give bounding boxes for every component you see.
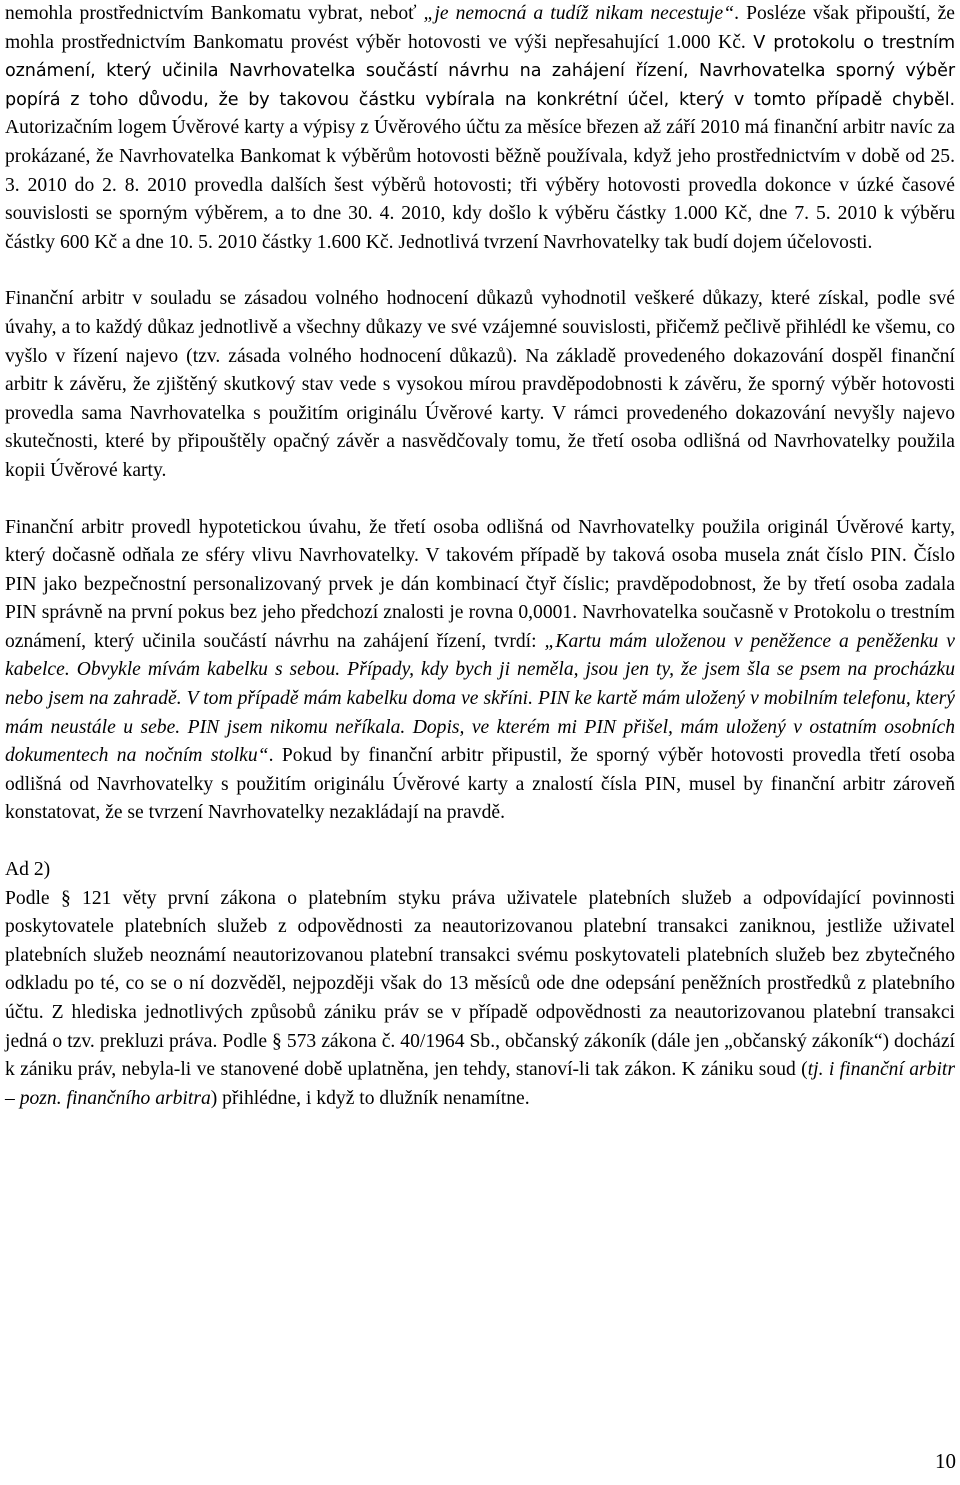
section-ad-2 [5, 856, 955, 1113]
p4-text-a: Podle § 121 věty první zákona o platebním styku práva uživatele platebních služeb a odpovídající povinnosti poskytovatele platebních služeb z odpovědnosti za neautorizovanou platební transakci zaniknou, jestliže uživatel platebních služeb neoznámí neautorizovanou platební transakci svému poskytovateli platebních služeb bez zbytečného odkladu po té, co se o ní dozvěděl, nejpozději však do 13 měsíců ode dne odepsání peněžních prostředků z platebního účtu. Z hlediska jednotlivých způsobů zániku práv se v případě odpovědnosti za neautorizovanou platební transakci jedná o tzv. prekluzi práva. Podle § 573 zákona č. 40/1964 Sb., občanský zákoník (dále jen „občanský zákoník“) dochází k zániku práv, nebyla-li ve stanovené době uplatněna, jen tehdy, stanoví-li tak zákon. K zániku soud ( [5, 887, 955, 1081]
paragraph-1 [5, 0, 955, 257]
page-number: 10 [935, 1449, 956, 1473]
p1-text-c: . Posléze však připouští, že mohla prostřednictvím Bankomatu provést výběr hotovosti ve výši nepřesahující 1.000 Kč. [5, 3, 955, 53]
p3-text-a: Finanční arbitr provedl hypotetickou úvahu, že třetí osoba odlišná od Navrhovatelky použila originál Úvěrové karty, který dočasně odňala ze sféry vlivu Navrhovatelky. V takovém případě by taková osoba musela znát číslo PIN. Číslo PIN jako bezpečnostní personalizovaný prvek je dán kombinací čtyř číslic; pravděpodobnost, že by třetí osoba zadala PIN správně na první pokus bez jeho předchozí znalosti je rovna 0,0001. Navrhovatelka současně v Protokolu o trestním oznámení, který učinila součástí návrhu na zahájení řízení, tvrdí: [5, 516, 955, 652]
section-heading: Ad 2) [5, 859, 51, 881]
p3-text-c: . Pokud by finanční arbitr připustil, že sporný výběr hotovosti provedla třetí osoba odlišná od Navrhovatelky s použitím originálu Úvěrové karty a znalostí čísla PIN, musel by finanční arbitr zároveň konstatovat, že se tvrzení Navrhovatelky nezakládají na pravdě. [5, 745, 955, 824]
p4-note: tj. i finanční arbitr – pozn. finančního arbitra [5, 1059, 955, 1109]
document-page [5, 0, 955, 1113]
p3-quote: „Kartu mám uloženou v peněžence a peněženku v kabelce. Obvykle mívám kabelku s sebou. Případy, kdy bych ji neměla, jsou jen ty, že jsem šla se psem na procházku nebo jsem na zahradě. V tom případě mám kabelku doma ve skříni. PIN ke kartě mám uložený v mobilním telefonu, který mám neustále u sebe. PIN jsem nikomu neříkala. Dopis, ve kterém mi PIN přišel, mám uložený v ostatním osobních dokumentech na nočním stolku“ [5, 630, 955, 767]
paragraph-3 [5, 514, 955, 829]
p1-text-e: Autorizačním logem Úvěrové karty a výpisy z Úvěrového účtu za měsíce březen až září 2010 má finanční arbitr navíc za prokázané, že Navrhovatelka Bankomat k výběrům hotovosti běžně používala, když jeho prostřednictvím v době od 25. 3. 2010 do 2. 8. 2010 provedla dalších šest výběrů hotovosti; tři výběry hotovosti provedla dokonce v úzké časové souvislosti se sporným výběrem, a to dne 30. 4. 2010, kdy došlo k výběru částky 1.000 Kč, dne 7. 5. 2010 k výběru částky 600 Kč a dne 10. 5. 2010 částky 1.600 Kč. Jednotlivá tvrzení Navrhovatelky tak budí dojem účelovosti. [5, 117, 955, 253]
p1-text-a: nemohla prostřednictvím Bankomatu vybrat, neboť [5, 3, 424, 24]
paragraph-2: Finanční arbitr v souladu se zásadou volného hodnocení důkazů vyhodnotil veškeré důkazy, které získal, podle své úvahy, a to každý důkaz jednotlivě a všechny důkazy ve své vzájemné souvislosti, přičemž pečlivě přihlédl ke všemu, co vyšlo v řízení najevo (tzv. zásada volného hodnocení důkazů). Na základě provedeného dokazování dospěl finanční arbitr k závěru, že zjištěný skutkový stav vede s vysokou mírou pravděpodobnosti k závěru, že sporný výběr hotovosti provedla sama Navrhovatelka s použitím originálu Úvěrové karty. V rámci provedeného dokazování nevyšly najevo skutečnosti, které by připouštěly opačný závěr a nasvědčovaly tomu, že třetí osoba odlišná od Navrhovatelky použila kopii Úvěrové karty. [5, 288, 955, 481]
p1-quote: „je nemocná a tudíž nikam necestuje“ [423, 3, 735, 24]
paragraph-4 [5, 885, 955, 1114]
p4-text-c: ) přihlédne, i když to dlužník nenamítne. [210, 1087, 530, 1109]
p1-text-d: V protokolu o trestním oznámení, který učinila Navrhovatelka součástí návrhu na zahájení řízení, Navrhovatelka sporný výběr popírá z toho důvodu, že by takovou částku vybírala na konkrétní účel, který v tomto případě chyběl. [5, 32, 956, 110]
